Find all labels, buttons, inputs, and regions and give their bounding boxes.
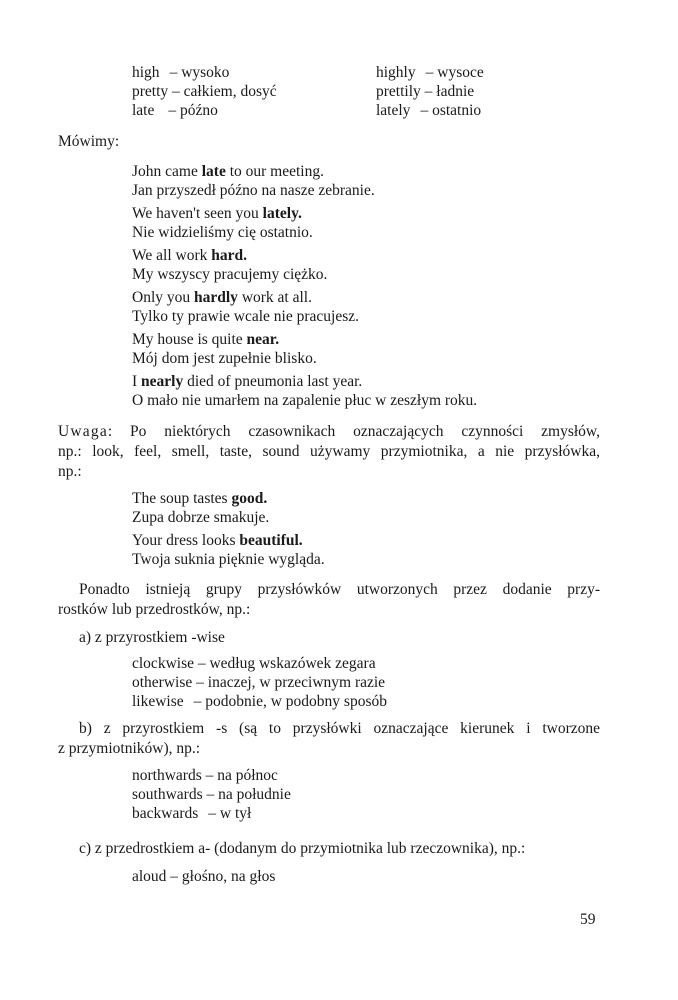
pair-left-3: late – późno xyxy=(132,102,218,119)
uwaga-line-2: np.: look, feel, smell, taste, sound używamy przymiotnika, a nie przysłówka, xyxy=(58,443,600,460)
example-en-1: John came late to our meeting. xyxy=(132,163,324,180)
group-b-line-2: z przymiotników), np.: xyxy=(58,740,201,757)
group-c-heading: c) z przedrostkiem a- (dodanym do przymiotnika lub rzeczownika), np.: xyxy=(79,840,526,857)
pair-right-3: lately – ostatnio xyxy=(376,102,482,119)
pair-right-2: prettily – ładnie xyxy=(376,83,475,100)
senses-en-1: The soup tastes good. xyxy=(132,490,268,507)
group-b-line-1: b) z przyrostkiem -s (są to przysłówki oznaczające kierunek i tworzone xyxy=(79,720,600,737)
group-a-item-2: otherwise – inaczej, w przeciwnym razie xyxy=(132,674,386,691)
senses-pl-1: Zupa dobrze smakuje. xyxy=(132,509,270,526)
uwaga-line-3: np.: xyxy=(58,463,82,480)
group-c-item: aloud – głośno, na głos xyxy=(132,868,276,885)
example-pl-4: Tylko ty prawie wcale nie pracujesz. xyxy=(132,308,360,325)
uwaga-line-1: Uwaga: Po niektórych czasownikach oznaczających czynności zmysłów, xyxy=(58,423,600,440)
example-pl-1: Jan przyszedł późno na nasze zebranie. xyxy=(132,182,375,199)
example-en-4: Only you hardly work at all. xyxy=(132,289,312,306)
group-a-item-3: likewise – podobnie, w podobny sposób xyxy=(132,693,387,710)
example-en-3: We all work hard. xyxy=(132,247,247,264)
mowimy-label: Mówimy: xyxy=(58,133,120,150)
senses-en-2: Your dress looks beautiful. xyxy=(132,532,303,549)
ponadto-line-2: rostków lub przedrostków, np.: xyxy=(58,601,251,618)
pair-left-1: high – wysoko xyxy=(132,64,230,81)
example-en-5: My house is quite near. xyxy=(132,331,280,348)
example-pl-3: My wszyscy pracujemy ciężko. xyxy=(132,266,328,283)
pair-left-2: pretty – całkiem, dosyć xyxy=(132,83,277,100)
group-b-item-1: northwards – na północ xyxy=(132,767,278,784)
example-pl-2: Nie widzieliśmy cię ostatnio. xyxy=(132,224,313,241)
ponadto-line-1: Ponadto istnieją grupy przysłówków utworzonych przez dodanie przy- xyxy=(79,581,600,598)
example-en-6: I nearly died of pneumonia last year. xyxy=(132,373,363,390)
pair-right-1: highly – wysoce xyxy=(376,64,484,81)
group-a-item-1: clockwise – według wskazówek zegara xyxy=(132,655,376,672)
group-b-item-2: southwards – na południe xyxy=(132,786,291,803)
group-a-heading: a) z przyrostkiem -wise xyxy=(79,629,225,646)
page-number: 59 xyxy=(580,911,596,928)
example-en-2: We haven't seen you lately. xyxy=(132,205,302,222)
senses-pl-2: Twoja suknia pięknie wygląda. xyxy=(132,551,325,568)
example-pl-6: O mało nie umarłem na zapalenie płuc w zeszłym roku. xyxy=(132,392,478,409)
group-b-item-3: backwards – w tył xyxy=(132,805,252,822)
example-pl-5: Mój dom jest zupełnie blisko. xyxy=(132,350,317,367)
